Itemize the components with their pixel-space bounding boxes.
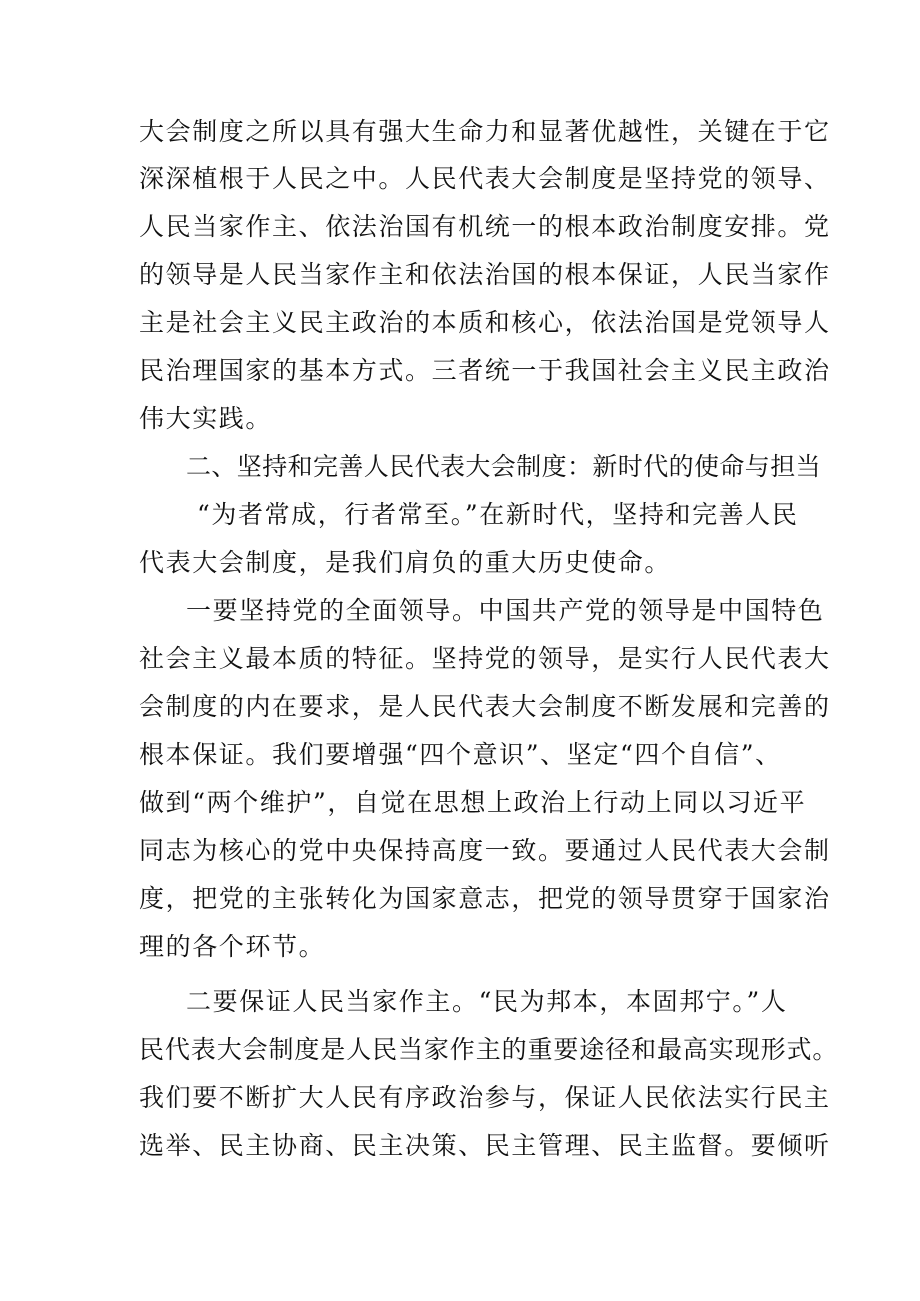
- paragraph-line: 主是社会主义民主政治的本质和核心，依法治国是党领导人: [139, 308, 831, 337]
- paragraph-line: 选举、民主协商、民主决策、民主管理、民主监督。要倾听: [139, 1131, 831, 1160]
- paragraph-line: 人民当家作主、依法治国有机统一的根本政治制度安排。党: [139, 212, 831, 241]
- paragraph-line: 做到“两个维护”，自觉在思想上政治上行动上同以习近平: [139, 788, 807, 817]
- section-heading: 二、坚持和完善人民代表大会制度：新时代的使命与担当: [186, 452, 822, 481]
- paragraph-line: 的领导是人民当家作主和依法治国的根本保证，人民当家作: [139, 260, 831, 289]
- paragraph-line: 同志为核心的党中央保持高度一致。要通过人民代表大会制: [139, 836, 831, 865]
- paragraph-line: 二要保证人民当家作主。“民为邦本，本固邦宁。”人: [186, 987, 788, 1016]
- paragraph-line: 理的各个环节。: [139, 932, 326, 961]
- paragraph-line: 民治理国家的基本方式。三者统一于我国社会主义民主政治: [139, 356, 831, 385]
- paragraph-line: 我们要不断扩大人民有序政治参与，保证人民依法实行民主: [139, 1083, 831, 1112]
- paragraph-line: 民代表大会制度是人民当家作主的重要途径和最高实现形式。: [139, 1035, 839, 1064]
- paragraph-line: 根本保证。我们要增强“四个意识”、坚定“四个自信”、: [139, 740, 782, 769]
- paragraph-line: 伟大实践。: [139, 404, 273, 433]
- paragraph-line: 度，把党的主张转化为国家意志，把党的领导贯穿于国家治: [139, 884, 831, 913]
- paragraph-line: 一要坚持党的全面领导。中国共产党的领导是中国特色: [186, 596, 825, 625]
- paragraph-line: 会制度的内在要求，是人民代表大会制度不断发展和完善的: [139, 692, 831, 721]
- paragraph-line: “为者常成，行者常至。”在新时代，坚持和完善人民: [197, 500, 799, 529]
- paragraph-line: 大会制度之所以具有强大生命力和显著优越性，关键在于它: [139, 117, 831, 146]
- paragraph-line: 代表大会制度，是我们肩负的重大历史使命。: [139, 548, 672, 577]
- paragraph-line: 社会主义最本质的特征。坚持党的领导，是实行人民代表大: [139, 644, 831, 673]
- paragraph-line: 深深植根于人民之中。人民代表大会制度是坚持党的领导、: [139, 164, 831, 193]
